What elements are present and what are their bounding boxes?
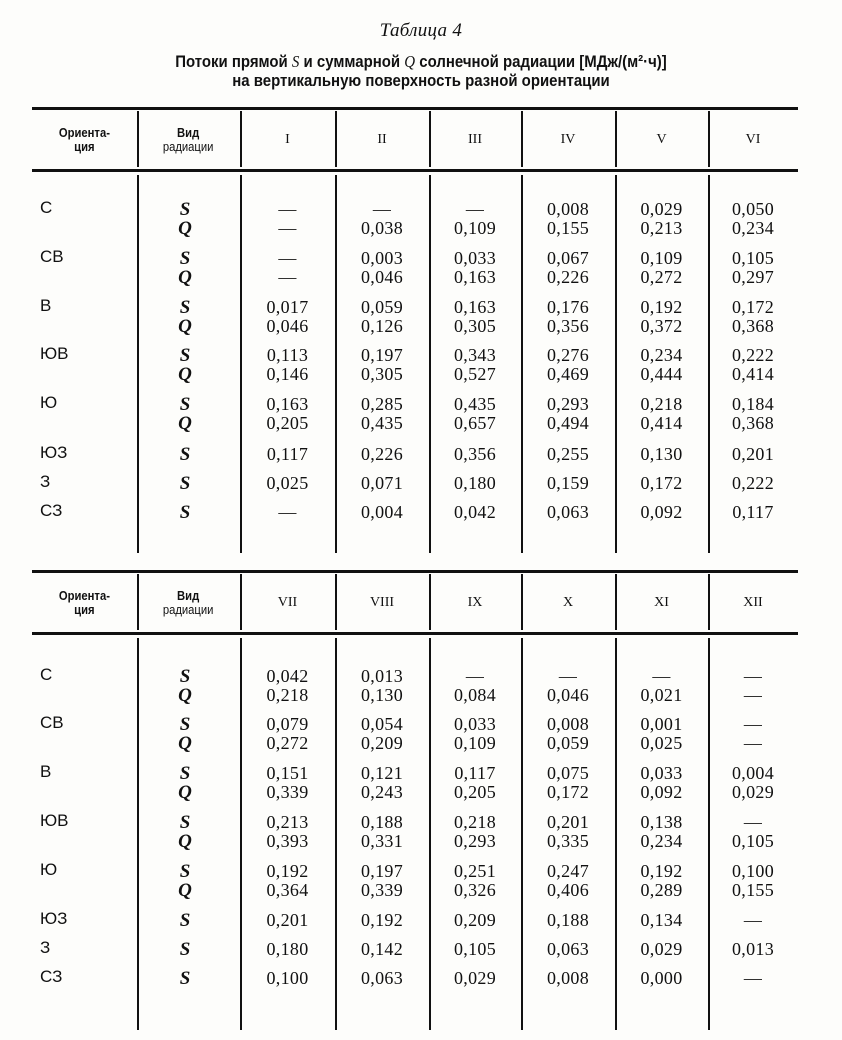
data-cell: 0,105	[732, 831, 774, 851]
data-cell: 0,079	[266, 714, 309, 734]
data-cell: 0,134	[640, 910, 683, 930]
header-month: I	[285, 131, 290, 147]
data-cell: 0,188	[361, 812, 403, 832]
data-cell: 0,159	[547, 473, 589, 493]
radiation-type: S	[179, 968, 191, 989]
radiation-type: S	[179, 910, 191, 931]
data-cell: 0,050	[732, 199, 774, 219]
data-table	[32, 570, 798, 1012]
data-cell: —	[278, 267, 297, 287]
data-cell: 0,297	[732, 267, 774, 287]
data-cell: —	[278, 502, 297, 522]
data-cell: —	[743, 714, 763, 734]
data-cell: 0,435	[454, 394, 496, 414]
data-cell: 0,234	[732, 218, 774, 238]
data-cell: 0,192	[361, 910, 403, 930]
data-cell: —	[372, 199, 392, 219]
data-cell: 0,033	[454, 714, 496, 734]
data-cell: 0,172	[732, 297, 774, 317]
radiation-type: Q	[178, 413, 192, 434]
data-cell: 0,008	[547, 714, 589, 734]
data-cell: 0,180	[454, 473, 496, 493]
data-cell: 0,326	[454, 880, 496, 900]
data-cell: 0,008	[547, 968, 589, 988]
data-cell: 0,100	[266, 968, 309, 988]
data-cell: 0,372	[640, 316, 683, 336]
data-cell: 0,188	[547, 910, 589, 930]
data-cell: 0,494	[547, 413, 589, 433]
radiation-type: Q	[178, 218, 192, 239]
data-cell: 0,339	[361, 880, 403, 900]
header-label-line: Вид	[177, 125, 200, 140]
data-cell: 0,218	[266, 685, 309, 705]
data-cell: 0,001	[640, 714, 683, 734]
data-cell: 0,393	[266, 831, 309, 851]
header-month: IV	[560, 131, 576, 147]
data-cell: 0,004	[732, 763, 774, 783]
data-cell: 0,029	[640, 939, 683, 959]
data-cell: 0,213	[640, 218, 683, 238]
header-radiation-type	[137, 110, 240, 169]
data-cell: 0,201	[732, 444, 774, 464]
radiation-type: Q	[178, 685, 192, 706]
data-cell: 0,184	[732, 394, 774, 414]
data-cell: 0,071	[361, 473, 403, 493]
data-cell: 0,213	[266, 812, 309, 832]
orientation-label: СВ	[40, 247, 64, 266]
header-month: III	[468, 131, 482, 147]
data-cell: 0,105	[732, 248, 774, 268]
radiation-type: Q	[178, 364, 192, 385]
data-cell: 0,059	[547, 733, 589, 753]
data-cell: 0,234	[640, 345, 683, 365]
data-cell: 0,013	[361, 666, 403, 686]
data-cell: 0,222	[732, 473, 774, 493]
data-cell: 0,046	[361, 267, 403, 287]
data-cell: 0,251	[454, 861, 496, 881]
data-cell: 0,368	[732, 413, 774, 433]
data-cell: 0,092	[640, 502, 683, 522]
data-cell: 0,105	[454, 939, 496, 959]
data-cell: 0,176	[547, 297, 589, 317]
data-cell: 0,335	[547, 831, 589, 851]
orientation-label: ЮВ	[40, 811, 69, 830]
column-divider	[137, 638, 139, 1030]
data-cell: 0,305	[454, 316, 496, 336]
data-cell: 0,406	[547, 880, 589, 900]
data-cell: 0,657	[454, 413, 496, 433]
data-cell: 0,276	[547, 345, 589, 365]
radiation-type: S	[179, 861, 191, 882]
title-text: и суммарной	[299, 52, 405, 71]
data-table	[32, 107, 798, 549]
header-bottom-rule	[32, 632, 798, 635]
data-cell: —	[652, 666, 671, 686]
title-symbol-s: S	[291, 52, 300, 71]
data-cell: —	[743, 733, 763, 753]
header-month: VIII	[369, 594, 395, 610]
data-cell: 0,138	[640, 812, 683, 832]
data-cell: 0,063	[547, 502, 589, 522]
data-cell: 0,033	[640, 763, 683, 783]
data-cell: 0,004	[361, 502, 403, 522]
header-label-line: радиации	[163, 139, 214, 154]
data-cell: 0,151	[266, 763, 309, 783]
data-cell: 0,163	[454, 297, 496, 317]
radiation-type: S	[179, 297, 191, 318]
radiation-type: S	[179, 763, 191, 784]
data-cell: 0,000	[640, 968, 683, 988]
data-cell: 0,331	[361, 831, 403, 851]
header-label-line: Вид	[177, 588, 200, 603]
data-cell: 0,247	[547, 861, 589, 881]
data-cell: 0,205	[266, 413, 309, 433]
data-cell: 0,117	[454, 763, 496, 783]
data-cell: 0,339	[266, 782, 309, 802]
data-cell: 0,285	[361, 394, 403, 414]
data-cell: 0,029	[732, 782, 774, 802]
data-cell: 0,142	[361, 939, 403, 959]
data-cell: 0,017	[266, 297, 309, 317]
header-month: II	[377, 131, 387, 147]
data-cell: 0,146	[266, 364, 309, 384]
header-orientation-label	[59, 126, 110, 154]
header-label-line: ция	[74, 602, 95, 617]
data-cell: —	[743, 968, 763, 988]
header-orientation-label	[59, 589, 110, 617]
data-cell: 0,201	[266, 910, 309, 930]
radiation-type: S	[179, 502, 191, 523]
radiation-type: S	[179, 473, 191, 494]
data-cell: —	[743, 685, 763, 705]
data-cell: 0,293	[454, 831, 496, 851]
data-cell: —	[278, 199, 297, 219]
radiation-type: S	[179, 444, 191, 465]
radiation-type: S	[179, 394, 191, 415]
orientation-label: СЗ	[40, 501, 63, 520]
header-radiation-label	[163, 589, 214, 617]
data-cell: 0,046	[266, 316, 309, 336]
data-cell: 0,025	[266, 473, 309, 493]
title-symbol-q: Q	[404, 52, 416, 71]
data-cell: 0,192	[640, 861, 683, 881]
header-month: VI	[745, 131, 761, 147]
data-cell: 0,003	[361, 248, 403, 268]
radiation-type: S	[179, 248, 191, 269]
radiation-type: S	[179, 345, 191, 366]
data-cell: 0,180	[266, 939, 309, 959]
data-cell: 0,209	[454, 910, 496, 930]
data-cell: 0,109	[454, 733, 496, 753]
data-cell: 0,021	[640, 685, 683, 705]
data-cell: 0,218	[640, 394, 683, 414]
data-cell: 0,444	[640, 364, 683, 384]
orientation-label: ЮЗ	[40, 443, 68, 462]
data-cell: 0,092	[640, 782, 683, 802]
radiation-type: Q	[178, 316, 192, 337]
header-month: IX	[467, 594, 483, 610]
data-cell: 0,222	[732, 345, 774, 365]
data-cell: 0,155	[547, 218, 589, 238]
data-cell: 0,163	[266, 394, 309, 414]
data-cell: 0,029	[454, 968, 496, 988]
header-month: XII	[743, 594, 763, 610]
header-radiation-type	[137, 573, 240, 632]
orientation-label: С	[40, 198, 53, 217]
data-cell: 0,197	[361, 345, 403, 365]
data-cell: 0,155	[732, 880, 774, 900]
orientation-label: С	[40, 665, 53, 684]
orientation-label: З	[40, 938, 51, 957]
data-cell: 0,067	[547, 248, 589, 268]
radiation-type: Q	[178, 267, 192, 288]
data-cell: 0,038	[361, 218, 403, 238]
data-cell: —	[278, 218, 297, 238]
data-cell: 0,272	[640, 267, 683, 287]
orientation-label: ЮЗ	[40, 909, 68, 928]
title-line-2: на вертикальную поверхность разной ориентации	[232, 71, 610, 90]
orientation-label: Ю	[40, 860, 58, 879]
orientation-label: З	[40, 472, 51, 491]
data-cell: —	[278, 248, 297, 268]
column-divider	[137, 175, 139, 553]
data-cell: 0,243	[361, 782, 403, 802]
data-cell: 0,109	[640, 248, 683, 268]
header-radiation-label	[163, 126, 214, 154]
data-cell: —	[743, 910, 763, 930]
header-month: XI	[654, 594, 669, 610]
radiation-type: Q	[178, 880, 192, 901]
data-cell: 0,008	[547, 199, 589, 219]
data-cell: 0,218	[454, 812, 496, 832]
header-month: X	[562, 594, 574, 610]
header-orientation	[32, 573, 137, 632]
header-bottom-rule	[32, 169, 798, 172]
data-cell: —	[558, 666, 578, 686]
data-cell: 0,289	[640, 880, 683, 900]
title-text: Потоки прямой	[175, 52, 292, 71]
header-label-line: ция	[74, 139, 95, 154]
radiation-type: S	[179, 666, 191, 687]
data-cell: 0,059	[361, 297, 403, 317]
data-cell: 0,130	[640, 444, 683, 464]
data-cell: 0,201	[547, 812, 589, 832]
data-cell: 0,305	[361, 364, 403, 384]
data-cell: 0,121	[361, 763, 403, 783]
data-cell: 0,226	[361, 444, 403, 464]
data-cell: —	[465, 666, 485, 686]
radiation-type: S	[179, 199, 191, 220]
data-cell: —	[743, 666, 763, 686]
data-cell: 0,234	[640, 831, 683, 851]
orientation-label: СВ	[40, 713, 64, 732]
data-cell: 0,042	[454, 502, 496, 522]
radiation-type: Q	[178, 782, 192, 803]
data-cell: 0,205	[454, 782, 496, 802]
data-cell: 0,364	[266, 880, 309, 900]
data-cell: 0,117	[732, 502, 774, 522]
data-cell: 0,192	[266, 861, 309, 881]
data-cell: 0,025	[640, 733, 683, 753]
data-cell: 0,126	[361, 316, 403, 336]
data-cell: 0,272	[266, 733, 309, 753]
data-cell: 0,414	[640, 413, 683, 433]
radiation-type: Q	[178, 733, 192, 754]
data-cell: 0,054	[361, 714, 403, 734]
data-cell: 0,343	[454, 345, 496, 365]
data-cell: 0,192	[640, 297, 683, 317]
data-cell: 0,527	[454, 364, 496, 384]
data-cell: 0,356	[547, 316, 589, 336]
data-cell: 0,013	[732, 939, 774, 959]
data-cell: 0,163	[454, 267, 496, 287]
radiation-type: S	[179, 939, 191, 960]
data-cell: 0,033	[454, 248, 496, 268]
orientation-label: ЮВ	[40, 344, 69, 363]
data-cell: 0,084	[454, 685, 496, 705]
header-orientation	[32, 110, 137, 169]
header-month: VII	[277, 594, 298, 610]
data-cell: 0,029	[640, 199, 683, 219]
data-cell: 0,356	[454, 444, 496, 464]
table-caption: Таблица 4	[379, 20, 463, 41]
data-cell: 0,172	[547, 782, 589, 802]
data-cell: 0,226	[547, 267, 589, 287]
header-label-line: Ориента-	[58, 125, 111, 140]
data-cell: 0,063	[547, 939, 589, 959]
radiation-type: S	[179, 812, 191, 833]
data-cell: 0,075	[547, 763, 589, 783]
radiation-type: S	[179, 714, 191, 735]
orientation-label: В	[40, 296, 52, 315]
data-cell: 0,368	[732, 316, 774, 336]
table-title	[51, 52, 792, 90]
orientation-label: Ю	[40, 393, 58, 412]
data-cell: 0,117	[266, 444, 309, 464]
header-label-line: Ориента-	[58, 588, 111, 603]
orientation-label: В	[40, 762, 52, 781]
data-cell: 0,130	[361, 685, 403, 705]
data-cell: 0,100	[732, 861, 774, 881]
data-cell: 0,172	[640, 473, 683, 493]
data-cell: 0,197	[361, 861, 403, 881]
data-cell: 0,063	[361, 968, 403, 988]
data-cell: 0,469	[547, 364, 589, 384]
title-text: солнечной радиации [МДж/(м²·ч)]	[415, 52, 667, 71]
data-cell: 0,293	[547, 394, 589, 414]
data-cell: 0,255	[547, 444, 589, 464]
title-line-1	[51, 52, 792, 71]
data-cell: —	[465, 199, 485, 219]
data-cell: 0,109	[454, 218, 496, 238]
header-label-line: радиации	[163, 602, 214, 617]
data-cell: 0,209	[361, 733, 403, 753]
radiation-type: Q	[178, 831, 192, 852]
data-cell: 0,046	[547, 685, 589, 705]
data-cell: 0,042	[266, 666, 309, 686]
data-cell: 0,113	[266, 345, 309, 365]
orientation-label: СЗ	[40, 967, 63, 986]
data-cell: —	[743, 812, 763, 832]
data-cell: 0,414	[732, 364, 774, 384]
header-month: V	[656, 131, 667, 147]
data-cell: 0,435	[361, 413, 403, 433]
